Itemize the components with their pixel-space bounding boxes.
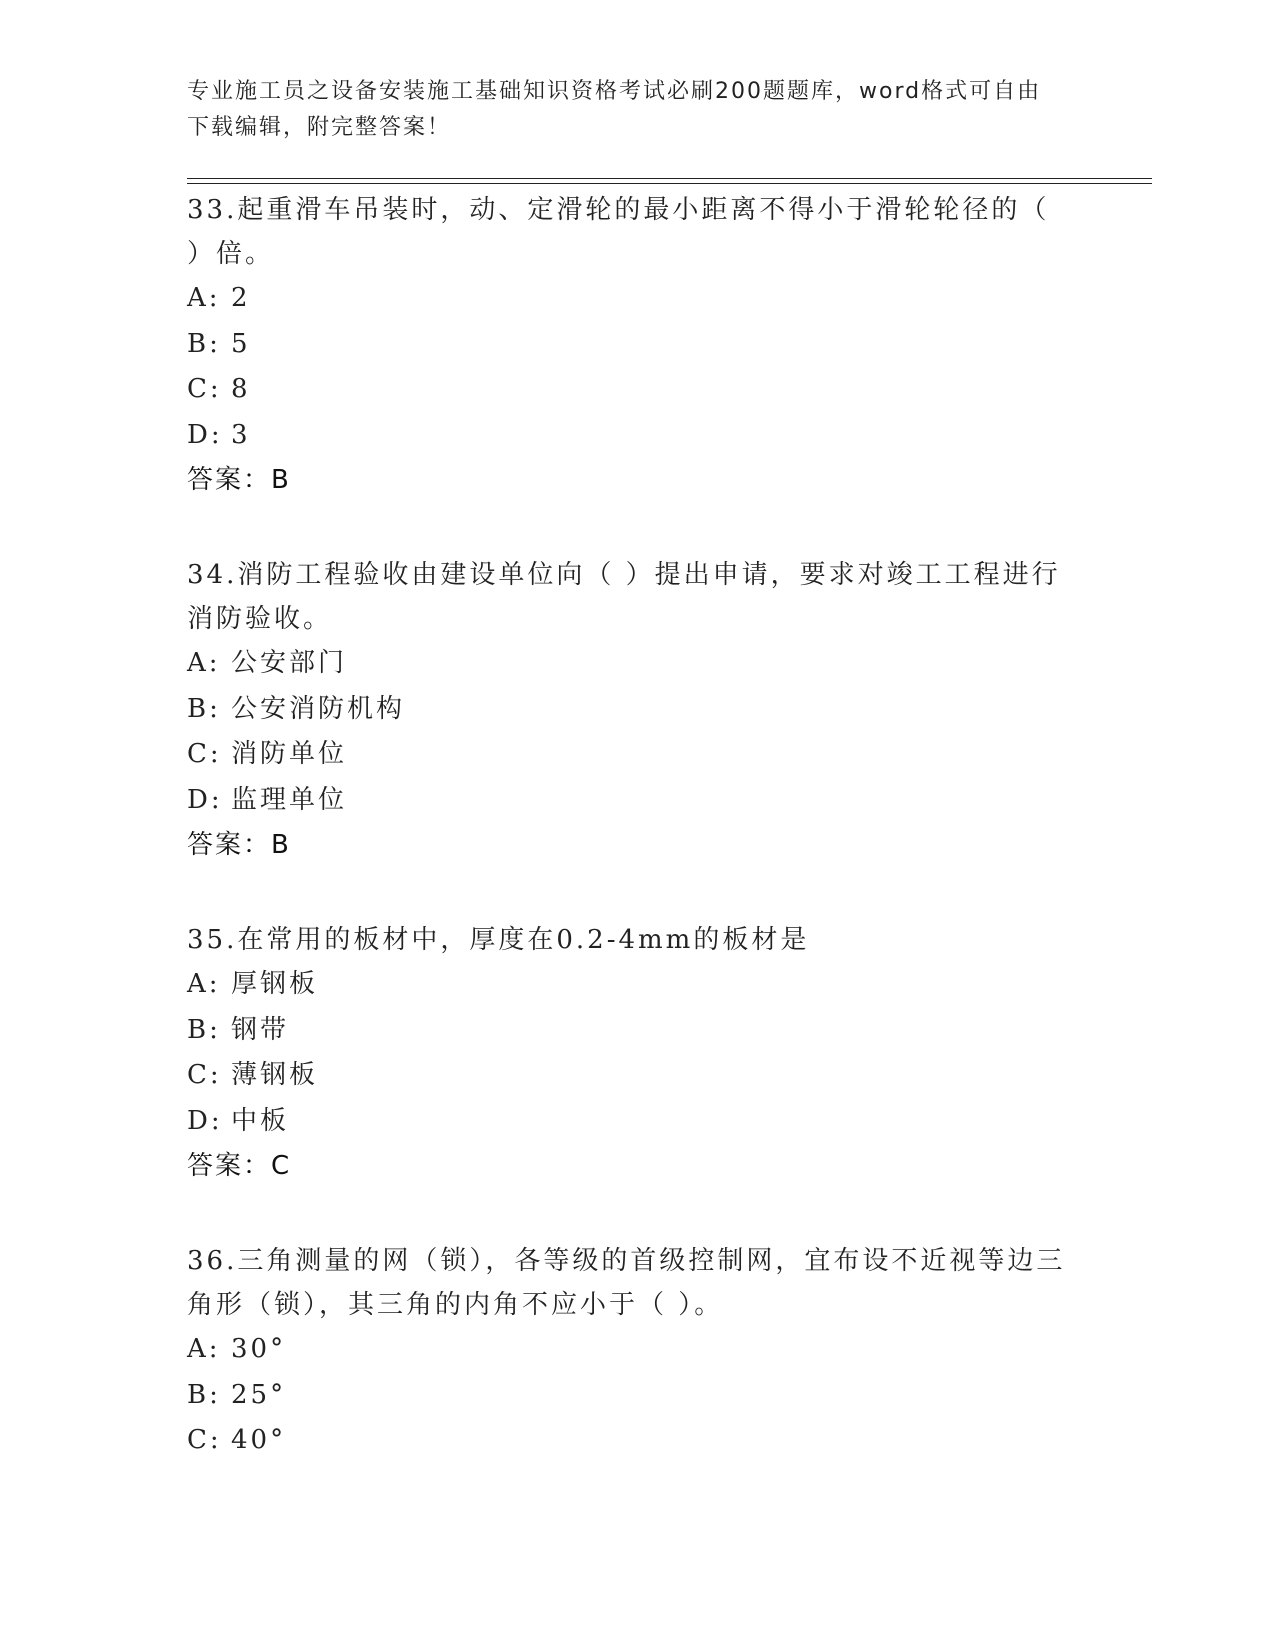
question-text-line-2: 角形（锁），其三角的内角不应小于（ ）。 [187, 1290, 724, 1320]
option-a [187, 962, 1087, 1008]
option-text: 钢带 [231, 1014, 290, 1045]
option-d [187, 778, 1087, 824]
option-text: 消防单位 [231, 739, 348, 769]
option-text: 厚钢板 [231, 969, 319, 999]
option-text: 5 [231, 328, 251, 359]
question-33 [187, 188, 1087, 503]
option-letter: D: [187, 784, 223, 815]
option-d [187, 413, 1087, 459]
option-text: 3 [231, 419, 251, 450]
option-letter: B: [187, 1379, 221, 1410]
option-letter: C: [187, 374, 222, 404]
question-35 [187, 918, 1087, 1189]
question-36 [187, 1239, 1087, 1464]
question-text-line-1: 34.消防工程验收由建设单位向（ ）提出申请，要求对竣工工程进行 [187, 560, 1061, 590]
option-b [187, 1373, 1087, 1419]
option-a [187, 1327, 1087, 1373]
option-letter: D: [187, 1105, 223, 1136]
option-b [187, 322, 1087, 368]
option-letter: B: [187, 328, 221, 359]
question-text-line-2: ）倍。 [187, 239, 275, 269]
option-letter: A: [187, 1334, 221, 1364]
question-list [187, 188, 1087, 1514]
option-text: 30° [231, 1334, 287, 1364]
option-c [187, 367, 1087, 413]
option-text: 公安消防机构 [231, 693, 406, 724]
header-divider-bottom [187, 183, 1152, 184]
question-text-line-1: 35.在常用的板材中，厚度在0.2-4mm的板材是 [187, 925, 810, 955]
option-d [187, 1099, 1087, 1145]
header-line-2: 下载编辑，附完整答案！ [187, 115, 452, 140]
option-text: 2 [231, 283, 251, 313]
option-letter: A: [187, 969, 221, 999]
option-a [187, 276, 1087, 322]
option-letter: C: [187, 1425, 222, 1455]
option-text: 40° [231, 1425, 287, 1455]
question-text-line-2: 消防验收。 [187, 604, 333, 634]
option-letter: B: [187, 1014, 221, 1045]
option-b [187, 687, 1087, 733]
header-line-1: 专业施工员之设备安装施工基础知识资格考试必刷200题题库，word格式可自由 [187, 79, 1042, 104]
option-letter: A: [187, 283, 221, 313]
option-text: 25° [231, 1379, 287, 1410]
option-b [187, 1008, 1087, 1054]
option-letter: C: [187, 739, 222, 769]
option-letter: C: [187, 1060, 222, 1090]
option-text: 中板 [231, 1105, 290, 1136]
answer-label: 答案：C [187, 1151, 292, 1181]
document-header [187, 74, 1087, 146]
option-letter: B: [187, 693, 221, 724]
option-c [187, 732, 1087, 778]
header-divider-top [187, 178, 1152, 179]
option-text: 8 [231, 374, 251, 404]
option-letter: A: [187, 648, 221, 678]
answer-label: 答案：B [187, 830, 291, 860]
option-c [187, 1418, 1087, 1464]
option-a [187, 641, 1087, 687]
option-text: 薄钢板 [231, 1060, 319, 1090]
option-text: 监理单位 [231, 784, 348, 815]
option-c [187, 1053, 1087, 1099]
question-text-line-1: 36.三角测量的网（锁），各等级的首级控制网，宜布设不近视等边三 [187, 1246, 1066, 1276]
question-text-line-1: 33.起重滑车吊装时，动、定滑轮的最小距离不得小于滑轮轮径的（ [187, 195, 1050, 225]
answer-label: 答案：B [187, 465, 291, 495]
option-letter: D: [187, 419, 223, 450]
question-34 [187, 553, 1087, 868]
option-text: 公安部门 [231, 648, 348, 678]
